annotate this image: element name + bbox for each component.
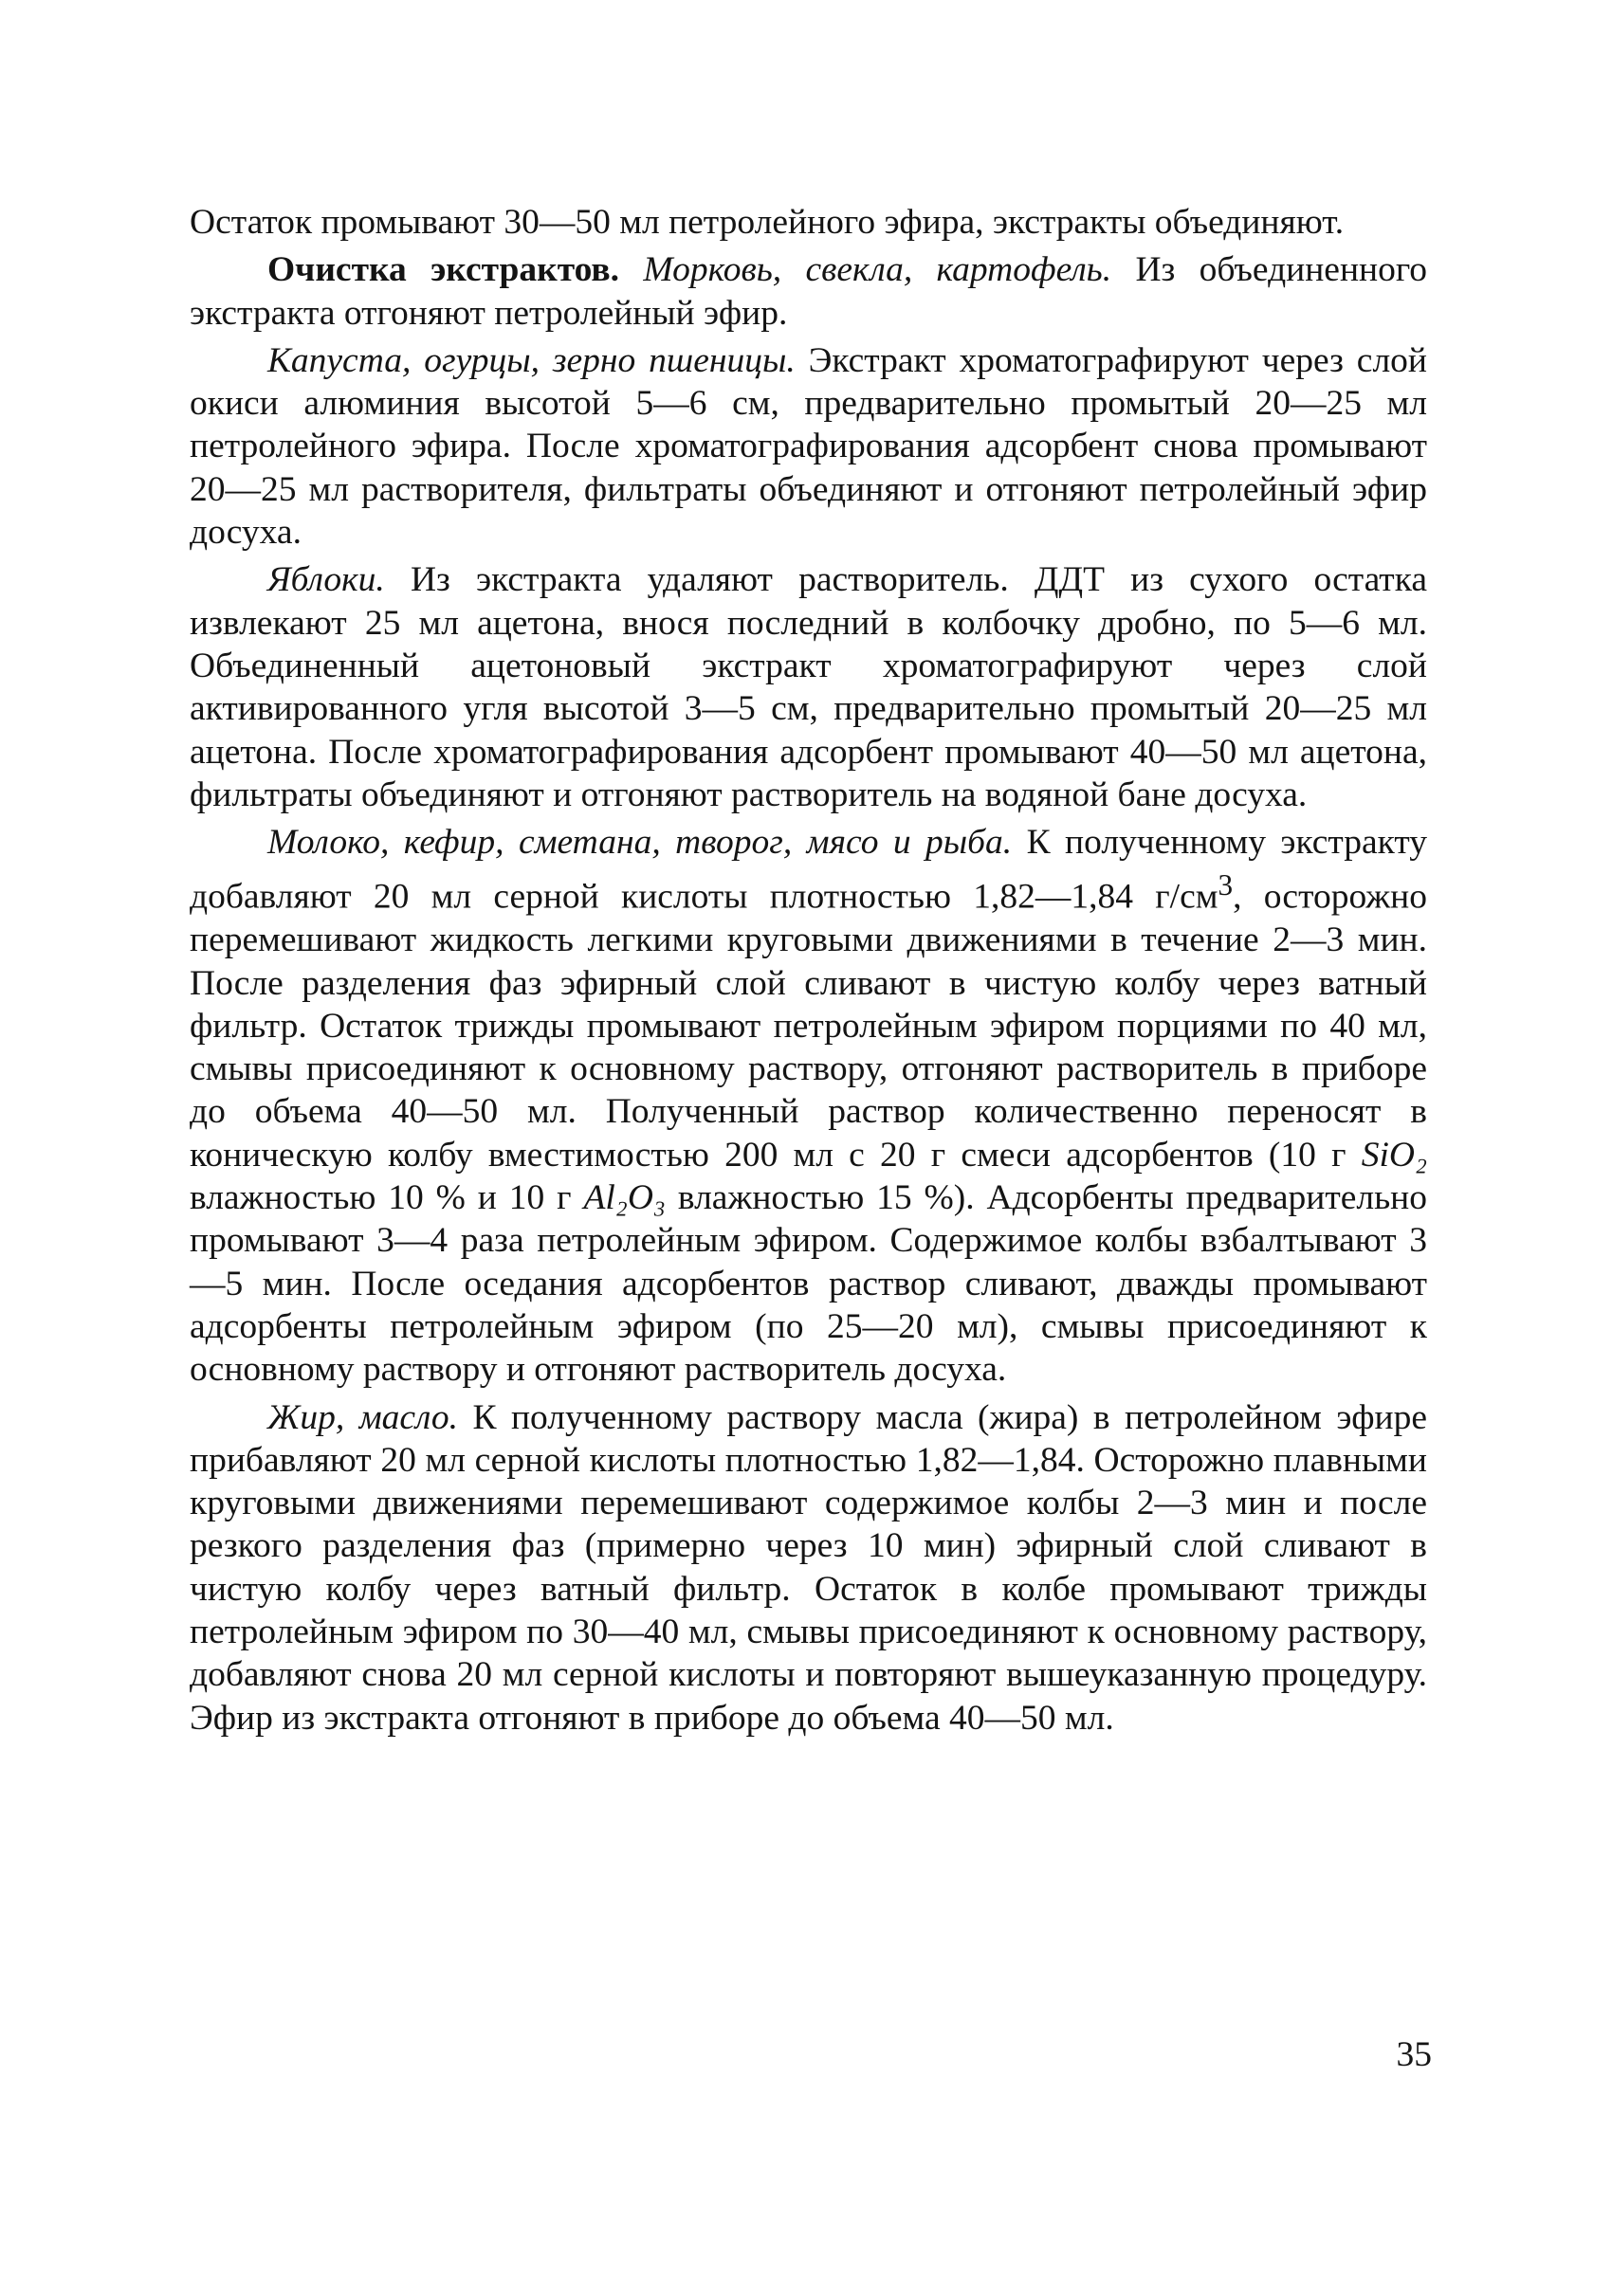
paragraph-text: влажностью 10 % и 10 г [190,1178,584,1218]
paragraph-apples [190,558,1427,816]
paragraph-text: влажностью 15 %). Адсорбенты предварительно промывают 3—4 раза петролейным эфиром. Содержимое колбы взбалтывают 3—5 мин. После оседания адсорбентов раствор сливают, дважды промывают адсорбенты петролейным эфиром (по 25—20 мл), смывы присоединяют к основному раствору и отгоняют растворитель досуха. [190,1178,1427,1390]
chemical-formula: Al₂O₃ [583,1178,666,1218]
paragraph-text: Из экстракта удаляют растворитель. ДДТ из сухого остатка извлекают 25 мл ацетона, внося последний в колбочку дробно, по 5—6 мл. Объединенный ацетоновый экстракт хроматографируют через слой активированного угля высотой 3—5 см, предварительно промытый 20—25 мл ацетона. После хроматографирования адсорбент промывают 40—50 мл ацетона, фильтраты объединяют и отгоняют растворитель на водяной бане досуха. [190,560,1427,814]
body-text [190,201,1427,1740]
paragraph-text: Экстракт хроматографируют через слой окиси алюминия высотой 5—6 см, предварительно промытый 20—25 мл петролейного эфира. После хроматографирования адсорбент снова промывают 20—25 мл растворителя, фильтраты объединяют и отгоняют петролейный эфир досуха. [190,340,1427,553]
paragraph-extract-cleanup [190,248,1427,335]
paragraph-dairy-meat-fish [190,821,1427,1391]
superscript: 3 [1218,868,1234,902]
page-number: 35 [1396,2035,1432,2074]
paragraph-fat-oil [190,1396,1427,1740]
product-subjects: Молоко, кефир, сметана, творог, мясо и рыба. [267,823,1013,863]
chemical-formula: SiO₂ [1361,1135,1427,1175]
section-heading: Очистка экстрактов. [267,250,620,290]
paragraph-cabbage [190,339,1427,554]
paragraph-residue-wash [190,201,1427,244]
product-subjects: Капуста, огурцы, зерно пшеницы. [267,340,796,380]
paragraph-text: , осторожно перемешивают жидкость легкими круговыми движениями в течение 2—3 мин. После разделения фаз эфирный слой сливают в чистую колбу через ватный фильтр. Остаток трижды промывают петролейным эфиром порциями по 40 мл, смывы присоединяют к основному раствору, отгоняют растворитель в приборе до объема 40—50 мл. Полученный раствор количественно переносят в коническую колбу вместимостью 200 мл с 20 г смеси адсорбентов (10 г [190,877,1428,1175]
paragraph-text: К полученному экстракту добавляют 20 мл серной кислоты плотностью 1,82—1,84 г/см [190,823,1428,917]
paragraph-text: Остаток промывают 30—50 мл петролейного эфира, экстракты объединяют. [190,203,1345,242]
product-subjects: Яблоки. [267,560,385,600]
product-subjects: Морковь, свекла, картофель. [643,250,1112,290]
paragraph-text: Из объединенного экстракта отгоняют петролейный эфир. [190,250,1428,333]
paragraph-text: К полученному раствору масла (жира) в петролейном эфире прибавляют 20 мл серной кислоты плотностью 1,82—1,84. Осторожно плавными круговыми движениями перемешивают содержимое колбы 2—3 мин и после резкого разделения фаз (примерно через 10 мин) эфирный слой сливают в чистую колбу через ватный фильтр. Остаток в колбе промывают трижды петролейным эфиром по 30—40 мл, смывы присоединяют к основному раствору, добавляют снова 20 мл серной кислоты и повторяют вышеуказанную процедуру. Эфир из экстракта отгоняют в приборе до объема 40—50 мл. [190,1397,1427,1738]
product-subjects: Жир, масло. [267,1397,458,1437]
